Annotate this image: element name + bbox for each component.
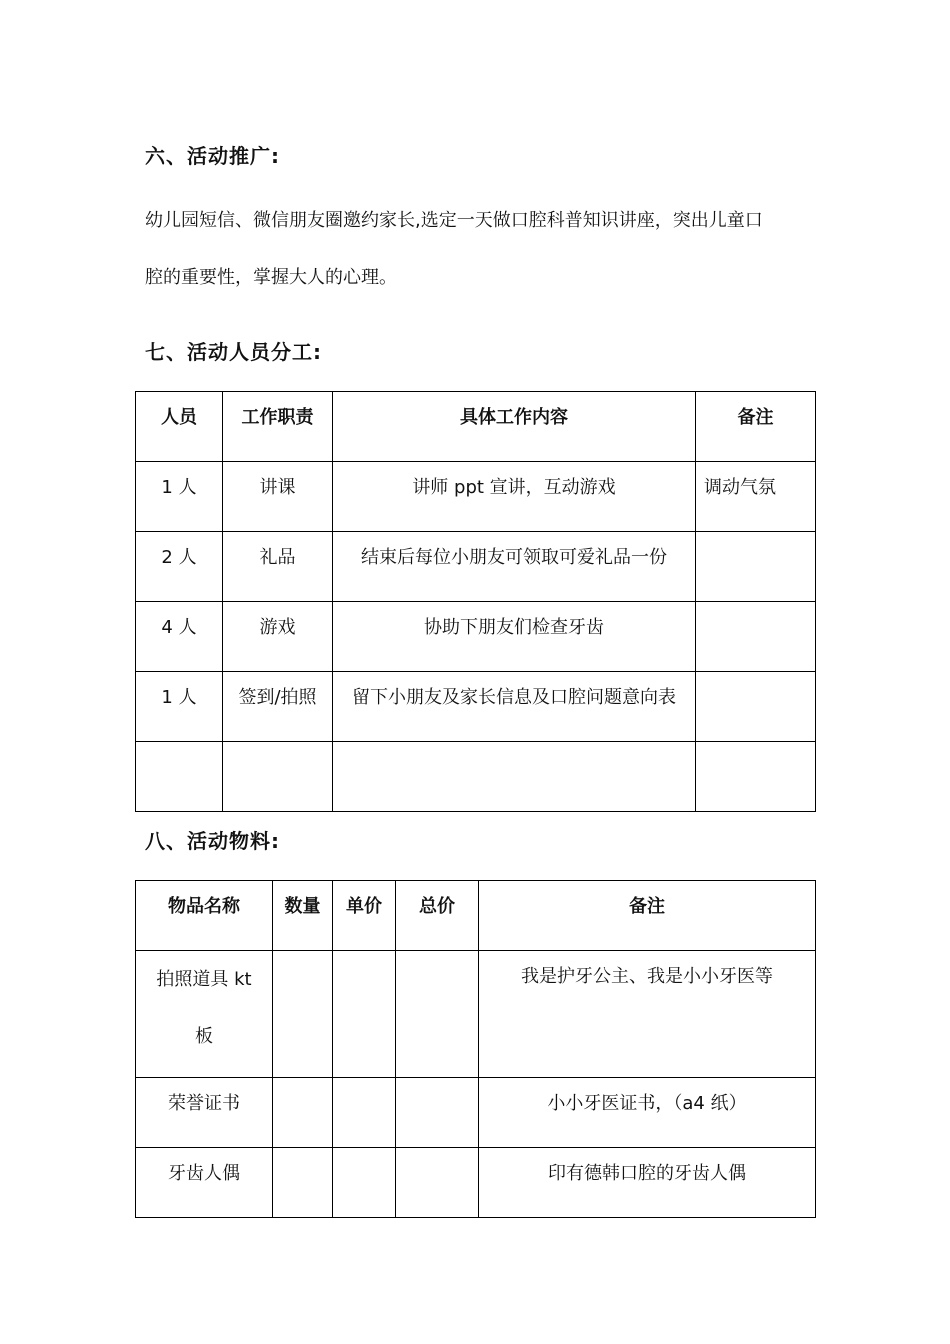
staff-duty-cell: 签到/拍照 [223,672,333,742]
section-heading-promotion: 六、活动推广: [145,144,280,168]
materials-header-cell: 总价 [396,881,479,951]
staff-duty-cell: 游戏 [223,602,333,672]
staff-count-cell: 1 人 [136,462,223,532]
staff-header-cell: 具体工作内容 [333,392,696,462]
staff-content-cell: 讲师 ppt 宣讲，互动游戏 [333,462,696,532]
material-remark-cell: 我是护牙公主、我是小小牙医等 [479,951,816,1078]
materials-header-cell: 备注 [479,881,816,951]
material-quantity-cell [273,951,333,1078]
staff-table [135,391,816,812]
material-remark-cell: 印有德韩口腔的牙齿人偶 [479,1148,816,1218]
material-total-price-cell [396,951,479,1078]
material-unit-price-cell [333,1078,396,1148]
materials-header-cell: 数量 [273,881,333,951]
material-quantity-cell [273,1078,333,1148]
staff-table-header-row [136,392,816,462]
table-row [136,951,816,1078]
staff-count-cell: 4 人 [136,602,223,672]
materials-header-cell: 物品名称 [136,881,273,951]
material-unit-price-cell [333,951,396,1078]
staff-count-cell: 1 人 [136,672,223,742]
table-row [136,742,816,812]
staff-content-cell: 留下小朋友及家长信息及口腔问题意向表 [333,672,696,742]
section-heading-staff: 七、活动人员分工: [145,340,322,364]
material-total-price-cell [396,1078,479,1148]
staff-header-cell: 工作职责 [223,392,333,462]
table-row [136,1148,816,1218]
materials-header-cell: 单价 [333,881,396,951]
staff-duty-cell [223,742,333,812]
material-unit-price-cell [333,1148,396,1218]
table-row [136,462,816,532]
material-remark-cell: 小小牙医证书，（a4 纸） [479,1078,816,1148]
staff-duty-cell: 讲课 [223,462,333,532]
staff-header-cell: 备注 [696,392,816,462]
staff-remark-cell: 调动气氛 [696,462,816,532]
staff-duty-cell: 礼品 [223,532,333,602]
promotion-text-line-1: 幼儿园短信、微信朋友圈邀约家长,选定一天做口腔科普知识讲座，突出儿童口 [145,210,763,231]
materials-table [135,880,816,1218]
material-quantity-cell [273,1148,333,1218]
staff-content-cell: 结束后每位小朋友可领取可爱礼品一份 [333,532,696,602]
staff-count-cell [136,742,223,812]
table-row [136,672,816,742]
staff-header-cell: 人员 [136,392,223,462]
staff-content-cell: 协助下朋友们检查牙齿 [333,602,696,672]
material-total-price-cell [396,1148,479,1218]
staff-count-cell: 2 人 [136,532,223,602]
material-name-cell: 拍照道具 kt 板 [136,951,273,1078]
staff-content-cell [333,742,696,812]
materials-table-header-row [136,881,816,951]
table-row [136,532,816,602]
promotion-text-line-2: 腔的重要性，掌握大人的心理。 [145,267,397,288]
staff-remark-cell [696,532,816,602]
staff-remark-cell [696,672,816,742]
material-name-cell: 牙齿人偶 [136,1148,273,1218]
material-name-cell: 荣誉证书 [136,1078,273,1148]
table-row [136,1078,816,1148]
table-row [136,602,816,672]
staff-remark-cell [696,602,816,672]
staff-remark-cell [696,742,816,812]
section-heading-materials: 八、活动物料: [145,829,280,853]
